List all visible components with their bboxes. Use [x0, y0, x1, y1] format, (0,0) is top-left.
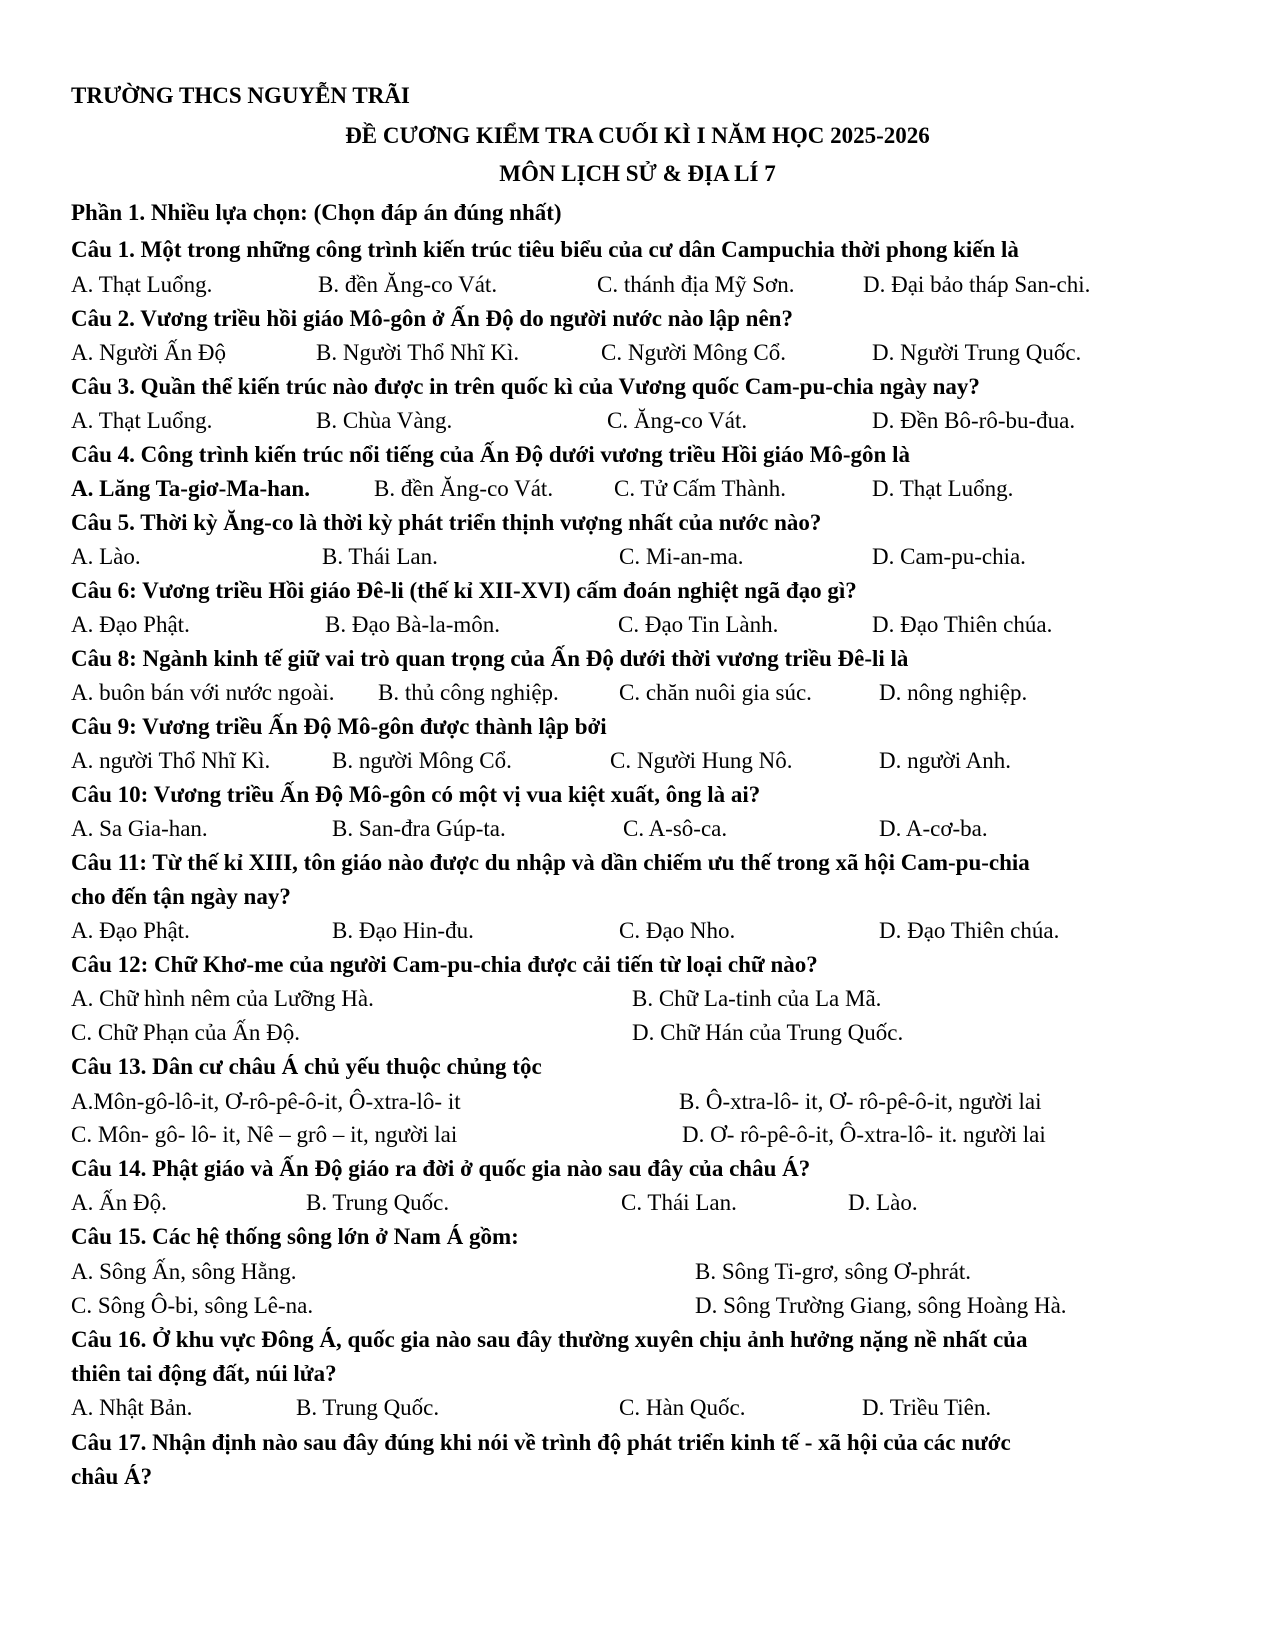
- answer-c: C. Đạo Tin Lành.: [618, 612, 779, 637]
- answers-9: [0, 744, 1275, 778]
- answer-b: B. Thái Lan.: [322, 544, 438, 569]
- answer-c: C. Chữ Phạn của Ấn Độ.: [71, 1020, 301, 1045]
- answers-16: [0, 1391, 1275, 1425]
- section-heading: Phần 1. Nhiều lựa chọn: (Chọn đáp án đúng nhất): [71, 200, 562, 225]
- question-3: Câu 3. Quần thể kiến trúc nào được in trên quốc kì của Vương quốc Cam-pu-chia ngày nay?: [71, 374, 980, 399]
- answer-c: C. Thái Lan.: [621, 1190, 737, 1215]
- question-17: Câu 17. Nhận định nào sau đây đúng khi nói về trình độ phát triển kinh tế - xã hội của các nước: [71, 1430, 1011, 1455]
- question-17-cont: châu Á?: [71, 1464, 153, 1489]
- answer-b: B. Người Thổ Nhĩ Kì.: [316, 340, 520, 365]
- answer-d: D. Đạo Thiên chúa.: [879, 918, 1060, 943]
- answer-c: C. Mi-an-ma.: [619, 544, 744, 569]
- answer-a: A. người Thổ Nhĩ Kì.: [71, 748, 271, 773]
- question-15: Câu 15. Các hệ thống sông lớn ở Nam Á gồm:: [71, 1224, 519, 1249]
- answer-b: B. Chữ La-tinh của La Mã.: [632, 986, 882, 1011]
- answers-13-row2: [0, 1118, 1275, 1152]
- question-8: Câu 8: Ngành kinh tế giữ vai trò quan trọng của Ấn Độ dưới thời vương triều Đê-li là: [71, 646, 909, 671]
- answer-d: D. Đền Bô-rô-bu-đua.: [872, 408, 1076, 433]
- answer-a: A. Thạt Luổng.: [71, 272, 213, 297]
- answers-14: [0, 1186, 1275, 1220]
- answer-c: C. thánh địa Mỹ Sơn.: [597, 272, 795, 297]
- answers-3: [0, 404, 1275, 438]
- answer-b: B. San-đra Gúp-ta.: [332, 816, 506, 841]
- answer-a: A. Chữ hình nêm của Lưỡng Hà.: [71, 986, 374, 1011]
- answer-c: C. Người Hung Nô.: [610, 748, 793, 773]
- answers-8: [0, 676, 1275, 710]
- answer-a: A. Đạo Phật.: [71, 918, 190, 943]
- answer-a: A. Lào.: [71, 544, 141, 569]
- answers-6: [0, 608, 1275, 642]
- answer-c: C. Hàn Quốc.: [619, 1395, 746, 1420]
- answers-11: [0, 914, 1275, 948]
- answer-a: A. Sa Gia-han.: [71, 816, 208, 841]
- answer-c: C. chăn nuôi gia súc.: [619, 680, 812, 705]
- answer-b: B. người Mông Cổ.: [332, 748, 512, 773]
- answer-b: B. Ô-xtra-lô- it, Ơ- rô-pê-ô-it, người lai: [679, 1089, 1042, 1114]
- question-16: Câu 16. Ở khu vực Đông Á, quốc gia nào sau đây thường xuyên chịu ảnh hưởng nặng nề nhất của: [71, 1327, 1028, 1352]
- subject-title: MÔN LỊCH SỬ & ĐỊA LÍ 7: [499, 161, 776, 186]
- answer-d: D. A-cơ-ba.: [879, 816, 988, 841]
- answer-b: B. Đạo Bà-la-môn.: [325, 612, 501, 637]
- question-12: Câu 12: Chữ Khơ-me của người Cam-pu-chia được cải tiến từ loại chữ nào?: [71, 952, 818, 977]
- question-1: Câu 1. Một trong những công trình kiến trúc tiêu biểu của cư dân Campuchia thời phong kiến là: [71, 237, 1019, 262]
- question-13: Câu 13. Dân cư châu Á chủ yếu thuộc chủng tộc: [71, 1054, 542, 1079]
- answer-c: C. Người Mông Cổ.: [601, 340, 787, 365]
- answers-15-row1: [0, 1255, 1275, 1289]
- answer-b: B. đền Ăng-co Vát.: [374, 476, 554, 501]
- answer-d: D. Đạo Thiên chúa.: [872, 612, 1053, 637]
- question-11-cont: cho đến tận ngày nay?: [71, 884, 291, 909]
- question-4: Câu 4. Công trình kiến trúc nổi tiếng của Ấn Độ dưới vương triều Hồi giáo Mô-gôn là: [71, 442, 910, 467]
- answers-4: [0, 472, 1275, 506]
- question-11: Câu 11: Từ thế kỉ XIII, tôn giáo nào được du nhập và dần chiếm ưu thế trong xã hội Cam-pu-chia: [71, 850, 1030, 875]
- answers-2: [0, 336, 1275, 370]
- answers-15-row2: [0, 1289, 1275, 1323]
- answers-13-row1: [0, 1085, 1275, 1119]
- question-10: Câu 10: Vương triều Ấn Độ Mô-gôn có một vị vua kiệt xuất, ông là ai?: [71, 782, 761, 807]
- question-9: Câu 9: Vương triều Ấn Độ Mô-gôn được thành lập bởi: [71, 714, 607, 739]
- answer-d: D. Cam-pu-chia.: [872, 544, 1026, 569]
- answer-d: D. Thạt Luổng.: [872, 476, 1014, 501]
- answer-c: C. Ăng-co Vát.: [607, 408, 748, 433]
- answer-a: A. Thạt Luổng.: [71, 408, 213, 433]
- answer-a: A. buôn bán với nước ngoài.: [71, 680, 335, 705]
- answer-c: C. Đạo Nho.: [619, 918, 736, 943]
- answer-b: B. Sông Ti-grơ, sông Ơ-phrát.: [695, 1259, 972, 1284]
- answers-1: [0, 268, 1275, 302]
- answer-b: B. đền Ăng-co Vát.: [318, 272, 498, 297]
- answer-d: D. Ơ- rô-pê-ô-it, Ô-xtra-lô- it. người lai: [682, 1122, 1046, 1147]
- answer-b: B. Đạo Hin-đu.: [332, 918, 474, 943]
- answer-a: A. Nhật Bản.: [71, 1395, 193, 1420]
- answer-d: D. Triều Tiên.: [862, 1395, 992, 1420]
- answer-a: A.Môn-gô-lô-it, Ơ-rô-pê-ô-it, Ô-xtra-lô- it: [71, 1089, 461, 1114]
- answer-a: A. Sông Ấn, sông Hằng.: [71, 1259, 297, 1284]
- answer-b: B. thủ công nghiệp.: [378, 680, 559, 705]
- answer-b: B. Chùa Vàng.: [316, 408, 453, 433]
- answer-a: A. Người Ấn Độ: [71, 340, 226, 365]
- answer-d: D. Sông Trường Giang, sông Hoàng Hà.: [695, 1293, 1067, 1318]
- question-14: Câu 14. Phật giáo và Ấn Độ giáo ra đời ở quốc gia nào sau đây của châu Á?: [71, 1156, 811, 1181]
- answer-d: D. Chữ Hán của Trung Quốc.: [632, 1020, 904, 1045]
- answer-c: C. Môn- gô- lô- it, Nê – grô – it, người lai: [71, 1122, 458, 1147]
- answer-c: C. Tử Cấm Thành.: [614, 476, 786, 501]
- answer-d: D. Người Trung Quốc.: [872, 340, 1082, 365]
- answer-d: D. nông nghiệp.: [879, 680, 1028, 705]
- answers-12-row1: [0, 982, 1275, 1016]
- answer-b: B. Trung Quốc.: [296, 1395, 440, 1420]
- question-6: Câu 6: Vương triều Hồi giáo Đê-li (thế kỉ XII-XVI) cấm đoán nghiệt ngã đạo gì?: [71, 578, 857, 603]
- answer-a: A. Đạo Phật.: [71, 612, 190, 637]
- answer-d: D. Đại bảo tháp San-chi.: [863, 272, 1091, 297]
- answer-c: C. Sông Ô-bi, sông Lê-na.: [71, 1293, 314, 1318]
- answers-12-row2: [0, 1016, 1275, 1050]
- answers-5: [0, 540, 1275, 574]
- answer-b: B. Trung Quốc.: [306, 1190, 450, 1215]
- document-title: ĐỀ CƯƠNG KIỂM TRA CUỐI KÌ I NĂM HỌC 2025-2026: [345, 123, 930, 148]
- answer-d: D. người Anh.: [879, 748, 1011, 773]
- school-name: TRƯỜNG THCS NGUYỄN TRÃI: [71, 83, 410, 108]
- question-2: Câu 2. Vương triều hồi giáo Mô-gôn ở Ấn Độ do người nước nào lập nên?: [71, 306, 793, 331]
- answers-10: [0, 812, 1275, 846]
- answer-a: A. Lăng Ta-giơ-Ma-han.: [71, 476, 310, 501]
- question-16-cont: thiên tai động đất, núi lửa?: [71, 1361, 337, 1386]
- answer-d: D. Lào.: [848, 1190, 918, 1215]
- question-5: Câu 5. Thời kỳ Ăng-co là thời kỳ phát triển thịnh vượng nhất của nước nào?: [71, 510, 822, 535]
- answer-c: C. A-sô-ca.: [623, 816, 728, 841]
- answer-a: A. Ấn Độ.: [71, 1190, 167, 1215]
